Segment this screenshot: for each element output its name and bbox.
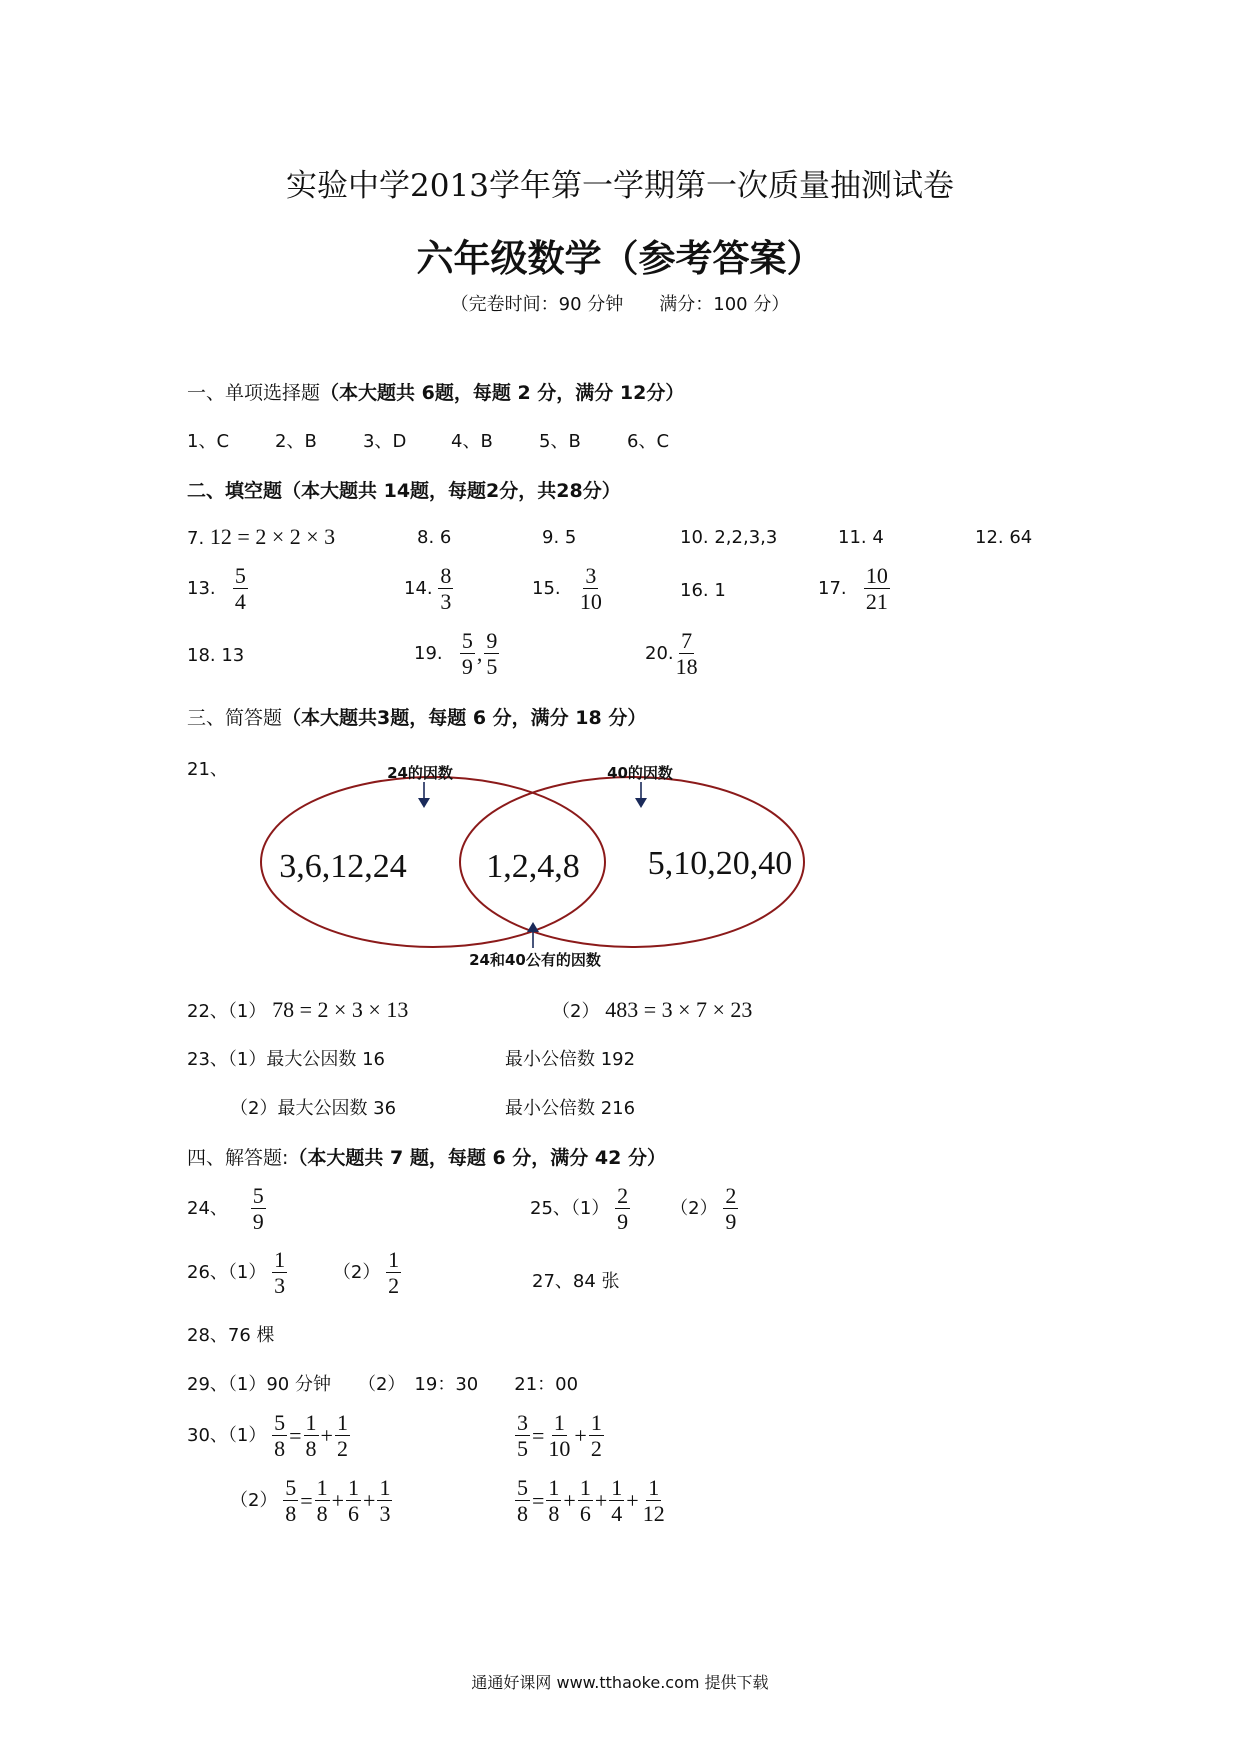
q28: 28、76 棵 [187, 1325, 275, 1346]
q16: 16. 1 [680, 580, 726, 601]
q7: 7. 12 = 2 × 2 × 3 [187, 524, 336, 549]
venn-right-only: 5,10,20,40 [647, 845, 793, 882]
footer-source: 通通好课网 www.tthaoke.com 提供下载 [471, 1673, 769, 1692]
q9: 9. 5 [542, 527, 577, 548]
q14: 14. $\frac{8}{3}$ [404, 563, 452, 615]
venn-diagram [260, 760, 820, 970]
answer-item: 1、C [187, 431, 230, 452]
section2-heading: 二、填空题（本大题共 14题，每题2分，共28分） [187, 480, 621, 502]
q30-1a: 30、（1） $\frac{5}{8}$ = $\frac{1}{8}$ + $\frac{1}{2}$ [187, 1410, 348, 1462]
arrow-left-head [418, 798, 430, 808]
q23-2-lcm: 最小公倍数 216 [505, 1098, 636, 1119]
q20: 20. $\frac{7}{18}$ [645, 628, 698, 680]
q30-1b: $\frac{3}{5}$ = $\frac{1}{10}$ + $\frac{1}{2}$ [517, 1410, 602, 1462]
section3-heading: 三、简答题（本大题共3题，每题 6 分，满分 18 分） [187, 707, 647, 729]
q11: 11. 4 [838, 527, 884, 548]
section1-answers [187, 427, 715, 453]
answer-item: 2、B [275, 431, 317, 452]
q25: 25、（1） $\frac{2}{9}$ （2） $\frac{2}{9}$ [530, 1183, 737, 1235]
q30-2a: （2） $\frac{5}{8}$ = $\frac{1}{8}$ + $\frac{1}{6}$ + $\frac{1}{3}$ [230, 1475, 391, 1527]
arrow-bottom-head [527, 922, 539, 932]
q12: 12. 64 [975, 527, 1033, 548]
q26: 26、（1） $\frac{1}{3}$ （2） $\frac{1}{2}$ [187, 1247, 400, 1299]
q23-1-lcm: 最小公倍数 192 [505, 1049, 636, 1070]
q15: 15. $\frac{3}{10}$ [532, 563, 602, 615]
answer-item: 5、B [539, 431, 581, 452]
exam-title: 实验中学2013学年第一学期第一次质量抽测试卷 [286, 168, 954, 204]
q10: 10. 2,2,3,3 [680, 527, 778, 548]
arrow-right-head [635, 798, 647, 808]
answer-item: 6、C [627, 431, 670, 452]
q24: 24、 $\frac{5}{9}$ [187, 1183, 264, 1235]
q29: 29、（1）90 分钟 （2） 19：30 21：00 [187, 1374, 579, 1395]
q19: 19. $\frac{5}{9}$ , $\frac{9}{5}$ [414, 628, 498, 680]
exam-info: （完卷时间：90 分钟 满分：100 分） [450, 294, 790, 315]
q21-label: 21、 [187, 759, 228, 780]
q18: 18. 13 [187, 645, 245, 666]
venn-label-left: 24的因数 [387, 764, 453, 782]
q23-1-gcd: 23、（1）最大公因数 16 [187, 1049, 385, 1070]
venn-label-bottom: 24和40公有的因数 [469, 951, 601, 969]
exam-subtitle: 六年级数学（参考答案） [416, 237, 824, 280]
answer-item: 4、B [451, 431, 493, 452]
q30-2b: $\frac{5}{8}$ = $\frac{1}{8}$ + $\frac{1}{6}$ + $\frac{1}{4}$ + $\frac{1}{12}$ [517, 1475, 665, 1527]
answer-item: 3、D [363, 431, 407, 452]
section4-heading: 四、解答题:（本大题共 7 题，每题 6 分，满分 42 分） [187, 1147, 666, 1169]
q23-2-gcd: （2）最大公因数 36 [230, 1098, 397, 1119]
section1-heading: 一、单项选择题（本大题共 6题，每题 2 分，满分 12分） [187, 382, 685, 404]
q13: 13. $\frac{5}{4}$ [187, 563, 246, 615]
venn-label-right: 40的因数 [607, 764, 673, 782]
q22-2: （2） 483 = 3 × 7 × 23 [552, 997, 753, 1022]
q17: 17. $\frac{10}{21}$ [818, 563, 888, 615]
q8: 8. 6 [417, 527, 452, 548]
q22-1: 22、（1） 78 = 2 × 3 × 13 [187, 997, 409, 1022]
venn-left-only: 3,6,12,24 [279, 848, 407, 885]
q27: 27、84 张 [532, 1271, 620, 1292]
venn-common: 1,2,4,8 [486, 848, 580, 885]
